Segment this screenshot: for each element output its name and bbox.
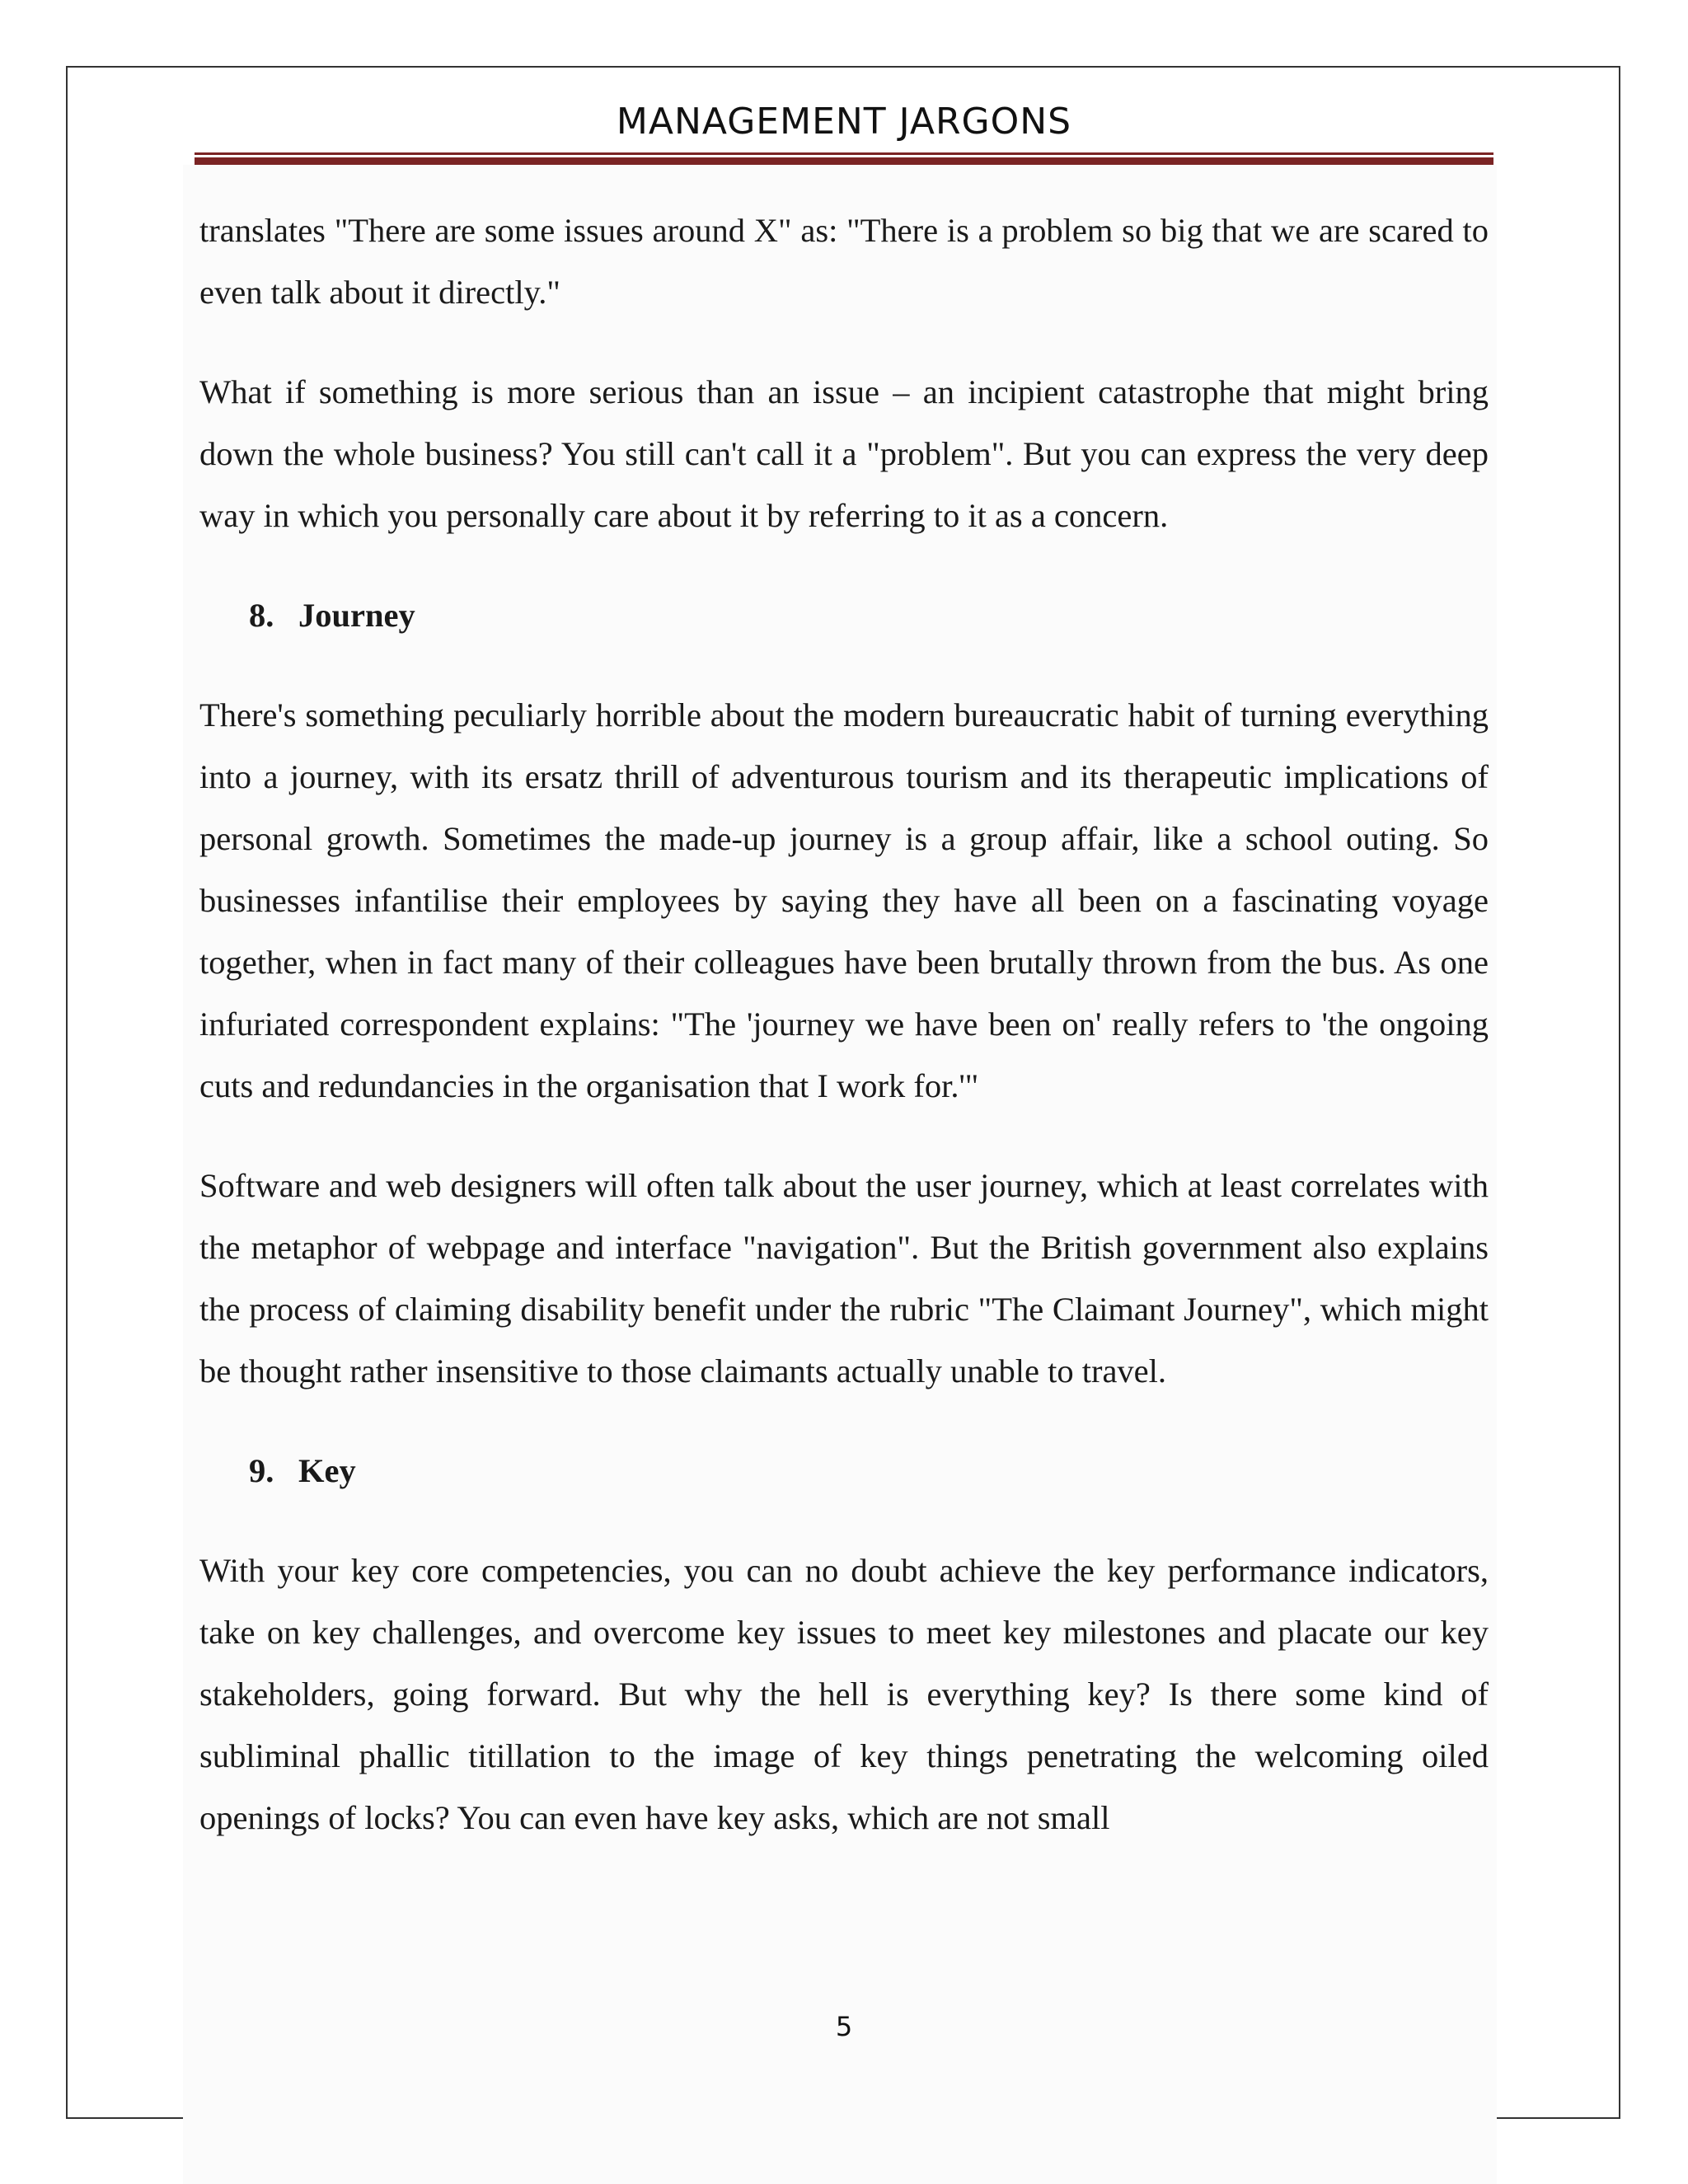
- paragraph: With your key core competencies, you can no doubt achieve the key performance indicators, take on key challenges, and overcome key issues to meet key milestones and placate our key stakeholders, going forward. But why the hell is everything key? Is there some kind of subliminal phallic titillation to the image of key things penetrating the welcoming oiled openings of locks? You can even have key asks, which are not small: [199, 1552, 1489, 1836]
- section-title: Journey: [298, 597, 415, 634]
- header-rule-thick: [195, 157, 1493, 165]
- page-number: 5: [835, 2011, 853, 2042]
- section-number: 9.: [249, 1452, 274, 1489]
- paragraph: translates "There are some issues around X" as: "There is a problem so big that we are scared to even talk about it directly.": [199, 212, 1489, 311]
- document-body: [199, 199, 1489, 1886]
- section-heading-key: [199, 1440, 1489, 1502]
- paragraph: There's something peculiarly horrible about the modern bureaucratic habit of turning everything into a journey, with its ersatz thrill of adventurous tourism and its therapeutic implications of personal growth. Sometimes the made-up journey is a group affair, like a school outing. So businesses infantilise their employees by saying they have all been on a fascinating voyage together, when in fact many of their colleagues have been brutally thrown from the bus. As one infuriated correspondent explains: "The 'journey we have been on' really refers to 'the ongoing cuts and redundancies in the organisation that I work for.'": [199, 696, 1489, 1104]
- paragraph: Software and web designers will often talk about the user journey, which at least correlates with the metaphor of webpage and interface "navigation". But the British government also explains the process of claiming disability benefit under the rubric "The Claimant Journey", which might be thought rather insensitive to those claimants actually unable to travel.: [199, 1167, 1489, 1390]
- section-heading-journey: [199, 584, 1489, 646]
- section-number: 8.: [249, 597, 274, 634]
- section-title: Key: [298, 1452, 356, 1489]
- header-rule-thin: [195, 152, 1493, 155]
- running-header-title: MANAGEMENT JARGONS: [616, 101, 1072, 143]
- paragraph: What if something is more serious than an issue – an incipient catastrophe that might bring down the whole business? You still can't call it a "problem". But you can express the very deep way in which you personally care about it by referring to it as a concern.: [199, 373, 1489, 534]
